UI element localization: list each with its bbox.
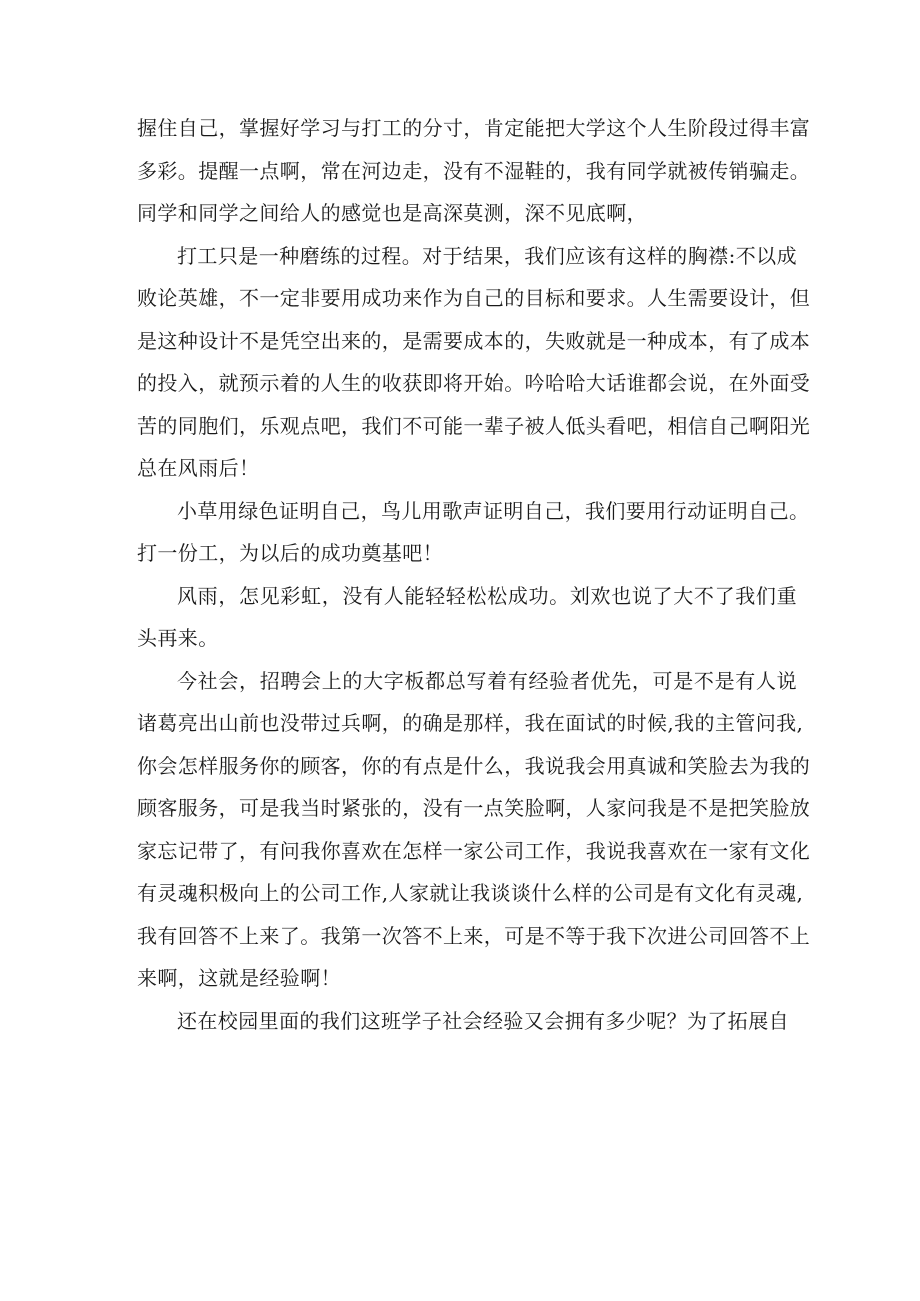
text-line: 有灵魂积极向上的公司工作,人家就让我谈谈什么样的公司是有文化有灵魂,: [137, 881, 804, 905]
text-line: 小草用绿色证明自己，鸟儿用歌声证明自己，我们要用行动证明自己。: [177, 498, 810, 523]
text-line: 我有回答不上来了。我第一次答不上来，可是不等于我下次进公司回答不上: [137, 923, 811, 948]
text-line: 来啊，这就是经验啊！: [137, 966, 341, 990]
text-line: 风雨，怎见彩虹，没有人能轻轻松松成功。刘欢也说了大不了我们重: [177, 583, 797, 608]
paragraph: [137, 575, 797, 660]
text-line: 头再来。: [137, 626, 219, 650]
paragraph: [137, 660, 811, 1000]
text-line: 苦的同胞们，乐观点吧，我们不可能一辈子被人低头看吧，相信自己啊阳光: [137, 413, 811, 438]
text-line: 家忘记带了，有问我你喜欢在怎样一家公司工作，我说我喜欢在一家有文化: [137, 838, 811, 863]
text-line: 多彩。提醒一点啊，常在河边走，没有不湿鞋的，我有同学就被传销骗走。: [137, 158, 811, 183]
text-line: 还在校园里面的我们这班学子社会经验又会拥有多少呢？为了拓展自: [177, 1008, 789, 1033]
text-line: 同学和同学之间给人的感觉也是高深莫测，深不见底啊，: [137, 201, 647, 225]
paragraph: [137, 235, 811, 490]
text-line: 败论英雄，不一定非要用成功来作为自己的目标和要求。人生需要设计，但: [137, 286, 811, 310]
text-line: 诸葛亮出山前也没带过兵啊，的确是那样，我在面试的时候,我的主管问我,: [137, 711, 804, 735]
text-line: 握住自己，掌握好学习与打工的分寸，肯定能把大学这个人生阶段过得丰富: [137, 116, 811, 140]
text-line: 顾客服务，可是我当时紧张的，没有一点笑脸啊，人家问我是不是把笑脸放: [137, 796, 811, 820]
paragraph: [137, 107, 811, 235]
text-line: 总在风雨后！: [137, 456, 260, 480]
text-line: 是这种设计不是凭空出来的，是需要成本的，失败就是一种成本，有了成本: [137, 328, 811, 353]
text-line: 的投入，就预示着的人生的收获即将开始。吟哈哈大话谁都会说，在外面受: [137, 371, 811, 395]
text-line: 你会怎样服务你的顾客，你的有点是什么，我说我会用真诚和笑脸去为我的: [137, 753, 811, 778]
text-line: 打一份工，为以后的成功奠基吧！: [137, 541, 443, 565]
document-body: [137, 107, 811, 1042]
paragraph: [137, 1000, 797, 1043]
text-line: 今社会，招聘会上的大字板都总写着有经验者优先，可是不是有人说: [177, 668, 797, 693]
text-line: 打工只是一种磨练的过程。对于结果，我们应该有这样的胸襟:不以成: [177, 243, 797, 268]
paragraph: [137, 490, 810, 575]
